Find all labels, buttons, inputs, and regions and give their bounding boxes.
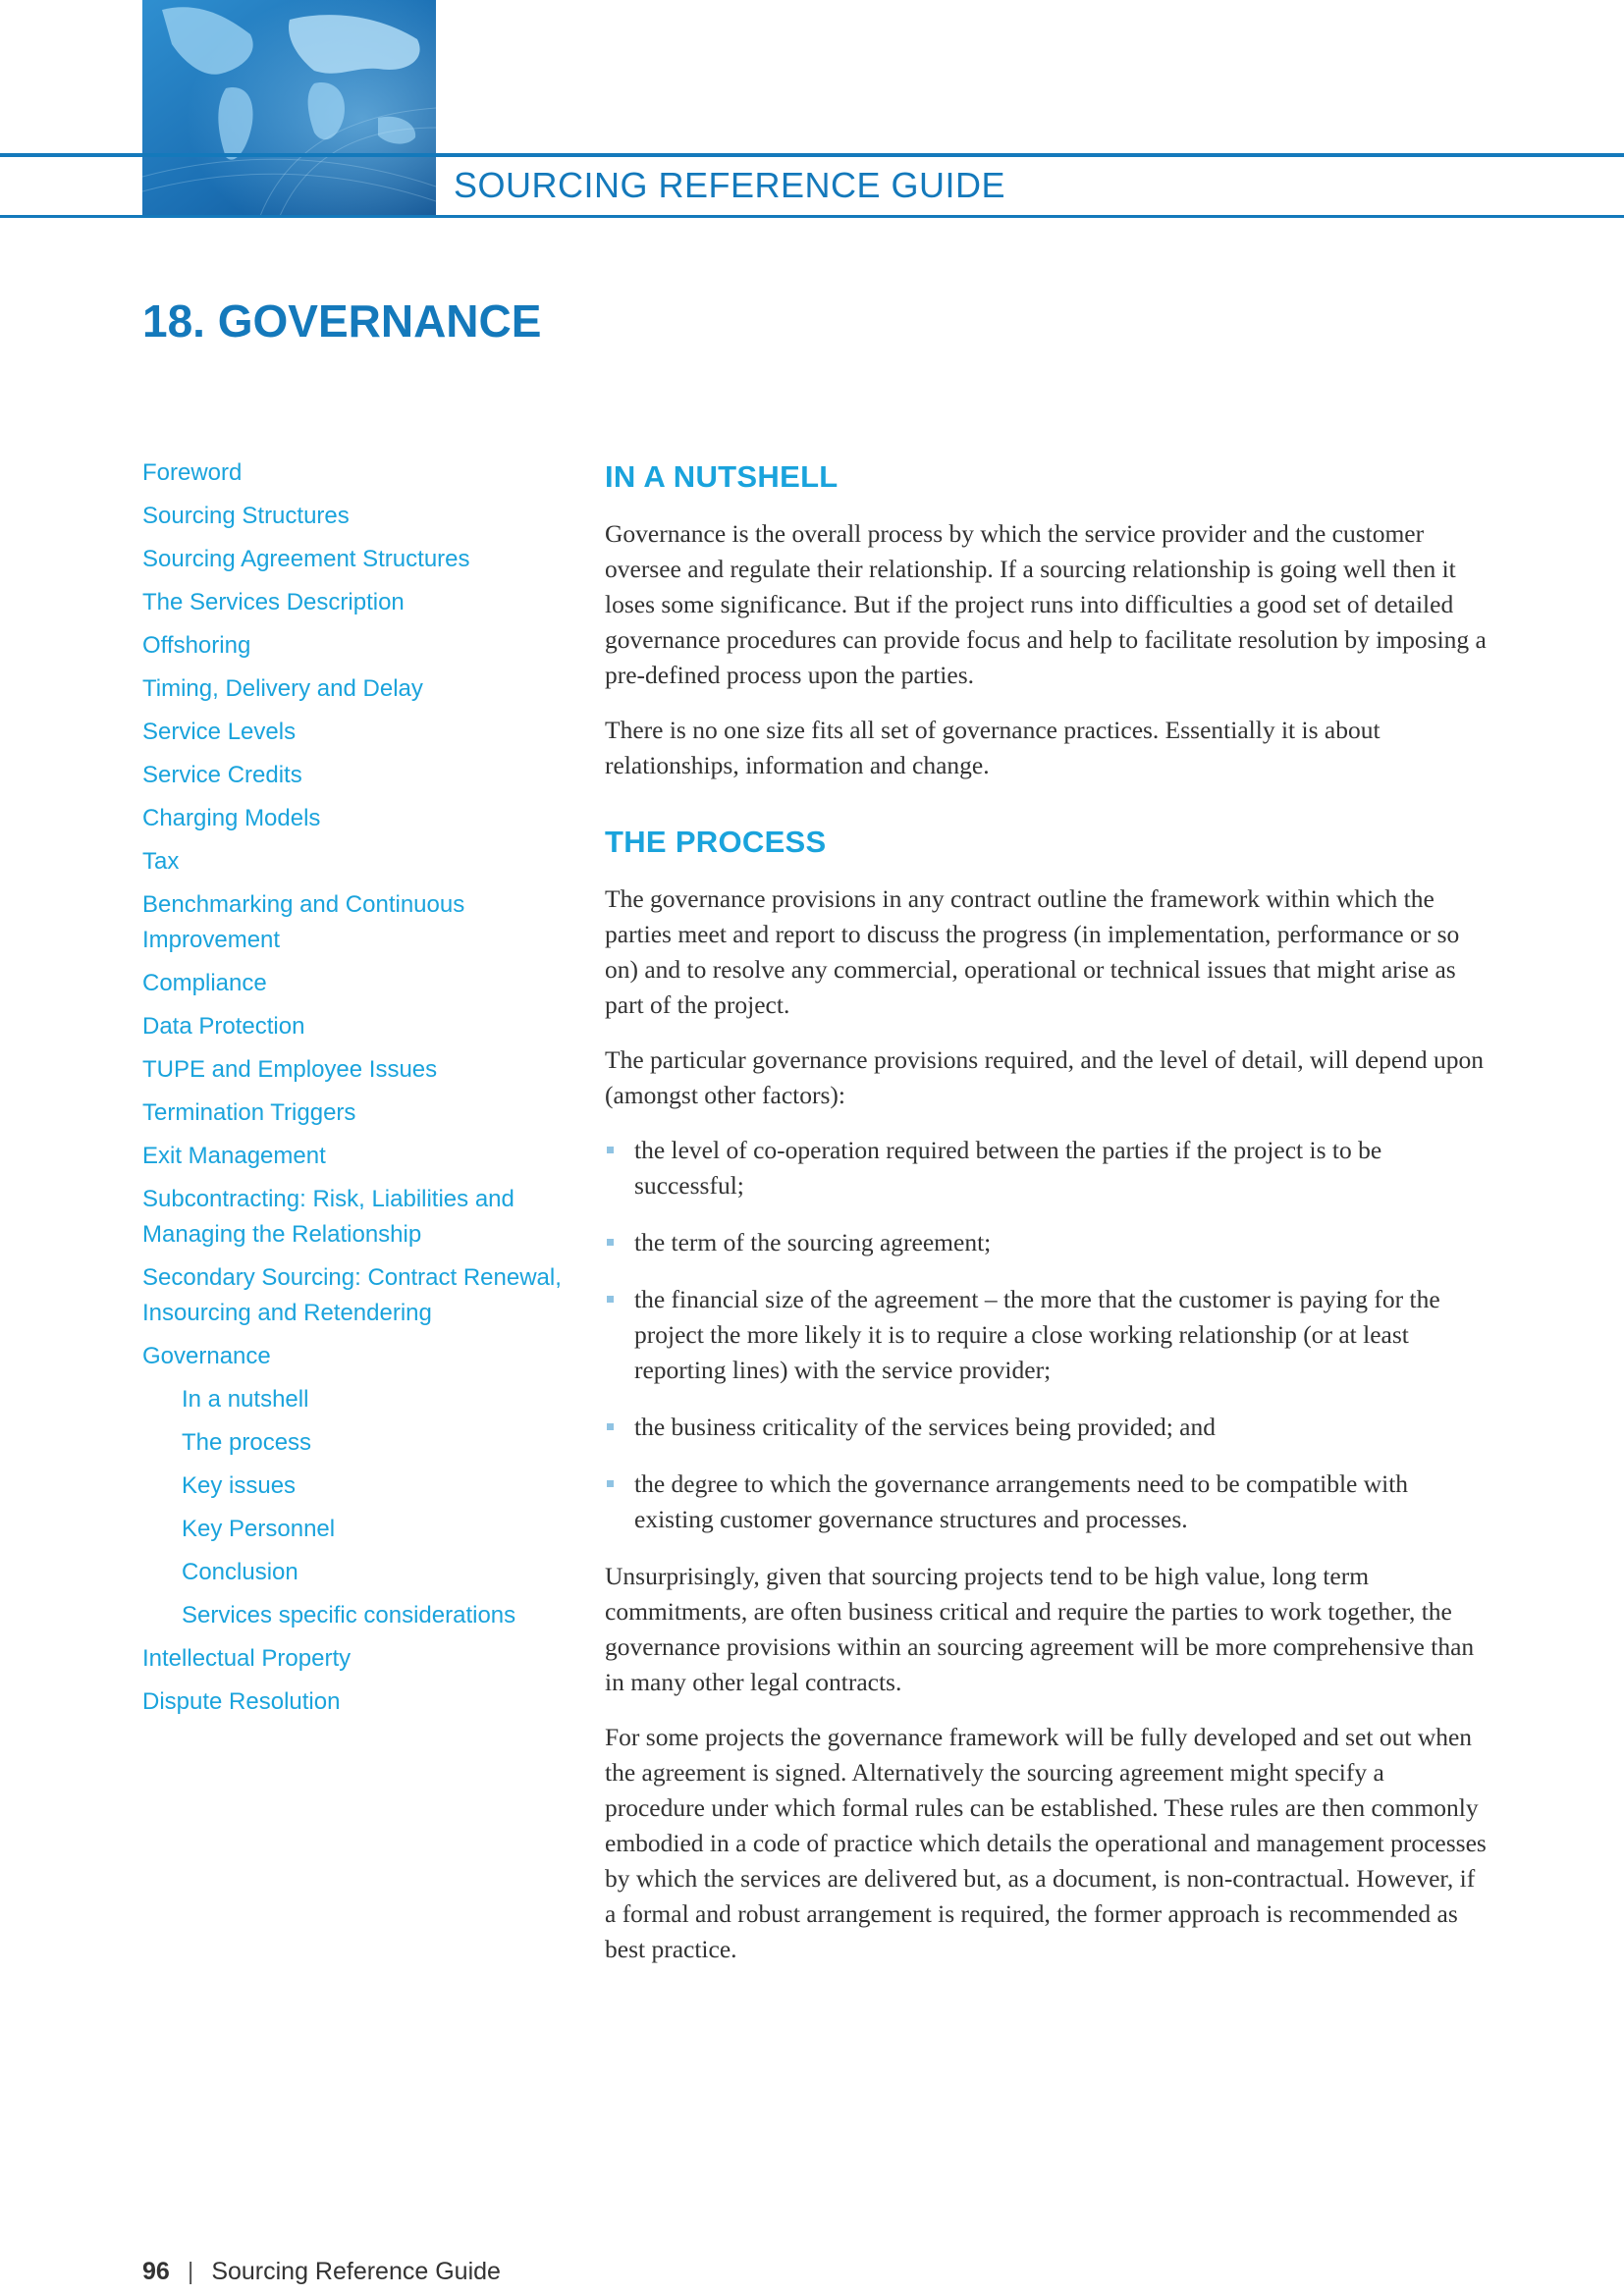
toc-subitem[interactable]: The process [182, 1429, 312, 1456]
toc-item[interactable]: Timing, Delivery and Delay [142, 675, 423, 702]
square-bullet-icon [607, 1423, 614, 1430]
toc-item[interactable]: Intellectual Property [142, 1645, 352, 1672]
toc-subitem[interactable]: Services specific considerations [182, 1602, 516, 1629]
list-item [605, 1225, 1489, 1260]
list-item-text: the degree to which the governance arrangements need to be compatible with existing customer governance structures and processes. [634, 1469, 1409, 1533]
toc-item[interactable]: Benchmarking and Continuous Improvement [142, 891, 465, 953]
factors-list [605, 1133, 1489, 1537]
section-heading-nutshell: IN A NUTSHELL [605, 459, 839, 494]
toc-item[interactable]: Sourcing Structures [142, 503, 350, 529]
square-bullet-icon [607, 1296, 614, 1303]
chapter-title: 18. GOVERNANCE [142, 295, 542, 347]
toc-item[interactable]: Sourcing Agreement Structures [142, 546, 470, 572]
toc-item[interactable]: Service Credits [142, 762, 302, 788]
page-footer [142, 2258, 501, 2286]
list-item-text: the term of the sourcing agreement; [634, 1228, 992, 1256]
toc-item[interactable]: Offshoring [142, 632, 251, 659]
toc-item[interactable]: Secondary Sourcing: Contract Renewal, Insourcing and Retendering [142, 1264, 562, 1326]
list-item [605, 1282, 1489, 1388]
toc-subitem[interactable]: Conclusion [182, 1559, 298, 1585]
section-heading-process: THE PROCESS [605, 825, 827, 859]
nutshell-paragraph-2: There is no one size fits all set of governance practices. Essentially it is about relationships, information and change. [605, 716, 1380, 779]
square-bullet-icon [607, 1239, 614, 1246]
header-rule-top [0, 153, 1624, 157]
list-item [605, 1467, 1489, 1537]
toc-item[interactable]: Compliance [142, 970, 267, 996]
toc-subitem[interactable]: Key issues [182, 1472, 297, 1499]
header-rule-bottom [0, 215, 1624, 218]
list-item-text: the financial size of the agreement – the more that the customer is paying for the project the more likely it is to require a close working relationship (or at least reporting lines) with the service provider; [634, 1285, 1440, 1384]
page-number: 96 [142, 2258, 170, 2285]
list-item [605, 1133, 1489, 1203]
toc-item[interactable]: Charging Models [142, 805, 321, 831]
process-paragraph-4: For some projects the governance framework will be fully developed and set out when the agreement is signed. Alternatively the sourcing agreement might specify a procedure under which formal rules can be established. These rules are then commonly embodied in a code of practice which details the operational and management processes by which the services are delivered but, as a document, is non-contractual. However, if a formal and robust arrangement is required, the former approach is recommended as best practice. [605, 1723, 1487, 1963]
world-map-image [142, 0, 436, 216]
footer-separator: | [187, 2258, 194, 2285]
toc-item[interactable]: Exit Management [142, 1143, 326, 1169]
toc-item[interactable]: Dispute Resolution [142, 1688, 341, 1715]
toc-item[interactable]: Data Protection [142, 1013, 305, 1040]
table-of-contents [142, 455, 574, 1728]
toc-item[interactable]: TUPE and Employee Issues [142, 1056, 438, 1083]
process-paragraph-3: Unsurprisingly, given that sourcing projects tend to be high value, long term commitments, are often business critical and require the parties to work together, the governance provisions within an sourcing agreement will be more comprehensive than in many other legal contracts. [605, 1562, 1475, 1696]
toc-item[interactable]: Subcontracting: Risk, Liabilities and Managing the Relationship [142, 1186, 514, 1248]
footer-guide-name: Sourcing Reference Guide [211, 2258, 501, 2285]
toc-subitem[interactable]: Key Personnel [182, 1516, 336, 1542]
list-item-text: the level of co-operation required between the parties if the project is to be successful; [634, 1136, 1382, 1200]
list-item [605, 1410, 1489, 1445]
toc-item[interactable]: Foreword [142, 459, 243, 486]
square-bullet-icon [607, 1147, 614, 1153]
process-paragraph-2: The particular governance provisions required, and the level of detail, will depend upon (amongst other factors): [605, 1045, 1485, 1109]
toc-item[interactable]: Governance [142, 1343, 271, 1369]
nutshell-paragraph-1: Governance is the overall process by which the service provider and the customer oversee and regulate their relationship. If a sourcing relationship is going well then it loses some significance. But if the project runs into difficulties a good set of detailed governance procedures can provide focus and help to facilitate resolution by imposing a pre-defined process upon the parties. [605, 519, 1487, 689]
toc-item[interactable]: The Services Description [142, 589, 405, 615]
toc-item[interactable]: Tax [142, 848, 180, 875]
toc-item[interactable]: Service Levels [142, 719, 297, 745]
process-paragraph-1: The governance provisions in any contract outline the framework within which the parties meet and report to discuss the progress (in implementation, performance or so on) and to resolve any commercial, operational or technical issues that might arise as part of the project. [605, 884, 1460, 1019]
guide-title: SOURCING REFERENCE GUIDE [454, 165, 1006, 205]
toc-subitem[interactable]: In a nutshell [182, 1386, 309, 1413]
square-bullet-icon [607, 1480, 614, 1487]
main-content [605, 452, 1489, 1987]
toc-item[interactable]: Termination Triggers [142, 1099, 356, 1126]
list-item-text: the business criticality of the services being provided; and [634, 1413, 1217, 1441]
